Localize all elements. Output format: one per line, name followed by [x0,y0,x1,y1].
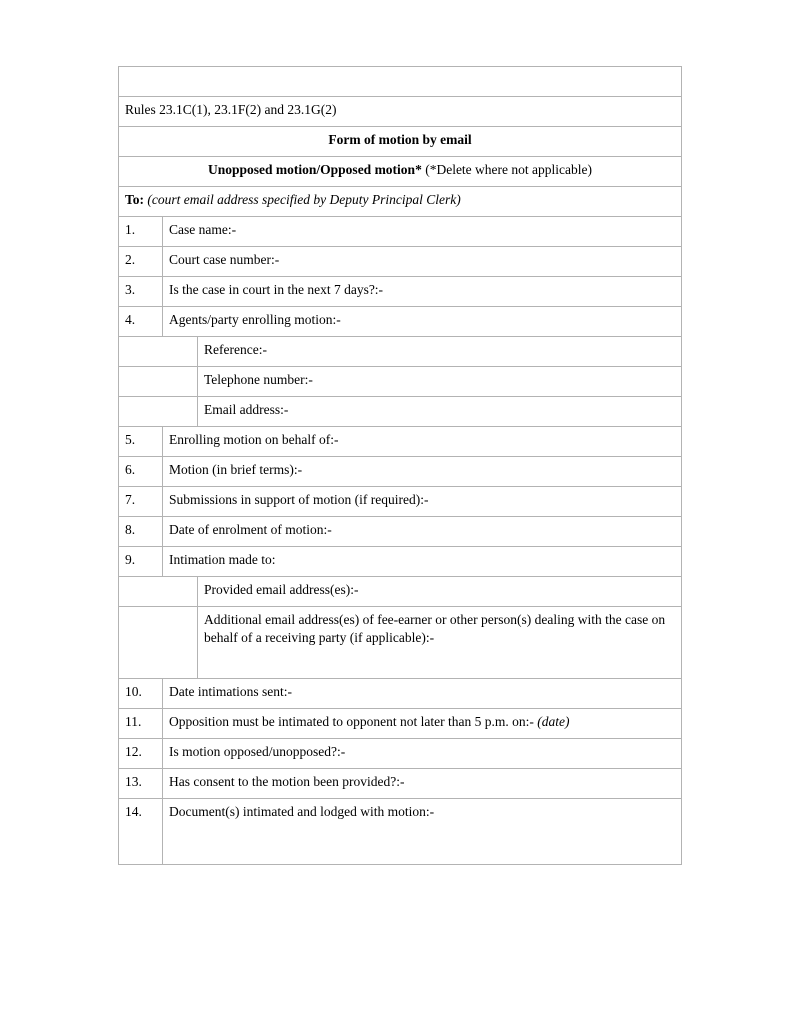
item-number: 8. [119,517,163,547]
subtitle-bold-text: Unopposed motion/Opposed motion* [208,162,422,177]
item-label: Is motion opposed/unopposed?:- [163,739,682,769]
form-title: Form of motion by email [119,127,682,157]
item-number: 11. [119,709,163,739]
item-row-12 [119,739,682,769]
item-row-13 [119,769,682,799]
blank-cell [119,607,198,679]
item-row-10 [119,679,682,709]
item-row-11 [119,709,682,739]
subitem-label: Reference:- [198,337,682,367]
subitem-label: Email address:- [198,397,682,427]
item-number: 14. [119,799,163,865]
item-label: Is the case in court in the next 7 days?:- [163,277,682,307]
item-number: 7. [119,487,163,517]
item-label-main: Opposition must be intimated to opponent not later than 5 p.m. on:- [169,714,538,729]
agents-subrow-reference [119,337,682,367]
item-row-14 [119,799,682,865]
subitem-label: Telephone number:- [198,367,682,397]
item-label: Court case number:- [163,247,682,277]
item-label: Case name:- [163,217,682,247]
item-number: 10. [119,679,163,709]
item-label: Agents/party enrolling motion:- [163,307,682,337]
date-placeholder: (date) [537,714,570,729]
subtitle-note-text: (*Delete where not applicable) [421,162,592,177]
intimation-subrow-provided [119,577,682,607]
item-number: 6. [119,457,163,487]
item-number: 12. [119,739,163,769]
item-label: Date of enrolment of motion:- [163,517,682,547]
subitem-label: Provided email address(es):- [198,577,682,607]
item-label [163,709,682,739]
item-label: Enrolling motion on behalf of:- [163,427,682,457]
item-label: Has consent to the motion been provided?:- [163,769,682,799]
item-number: 3. [119,277,163,307]
item-row-6 [119,457,682,487]
to-cell [119,187,682,217]
item-number: 13. [119,769,163,799]
item-number: 5. [119,427,163,457]
subitem-label: Additional email address(es) of fee-earner or other person(s) dealing with the case on behalf of a receiving party (if applicable):- [198,607,682,679]
blank-cell [119,577,198,607]
item-label: Document(s) intimated and lodged with motion:- [163,799,682,865]
intimation-subrow-additional [119,607,682,679]
item-label: Intimation made to: [163,547,682,577]
blank-cell [119,67,682,97]
agents-subrow-email [119,397,682,427]
blank-cell [119,367,198,397]
item-number: 4. [119,307,163,337]
item-label: Date intimations sent:- [163,679,682,709]
item-row-9 [119,547,682,577]
item-row-3 [119,277,682,307]
item-label: Motion (in brief terms):- [163,457,682,487]
item-number: 9. [119,547,163,577]
rules-row [119,97,682,127]
item-row-4 [119,307,682,337]
subtitle-row [119,157,682,187]
blank-cell [119,397,198,427]
header-blank-row [119,67,682,97]
item-number: 2. [119,247,163,277]
item-number: 1. [119,217,163,247]
to-label: To: [125,192,145,207]
item-row-5 [119,427,682,457]
to-row [119,187,682,217]
item-row-2 [119,247,682,277]
to-address-placeholder: (court email address specified by Deputy Principal Clerk) [144,192,461,207]
title-row [119,127,682,157]
blank-cell [119,337,198,367]
motion-form-table [118,66,682,865]
subtitle-cell [119,157,682,187]
rules-citation: Rules 23.1C(1), 23.1F(2) and 23.1G(2) [119,97,682,127]
item-row-7 [119,487,682,517]
item-row-8 [119,517,682,547]
agents-subrow-telephone [119,367,682,397]
item-row-1 [119,217,682,247]
item-label: Submissions in support of motion (if required):- [163,487,682,517]
